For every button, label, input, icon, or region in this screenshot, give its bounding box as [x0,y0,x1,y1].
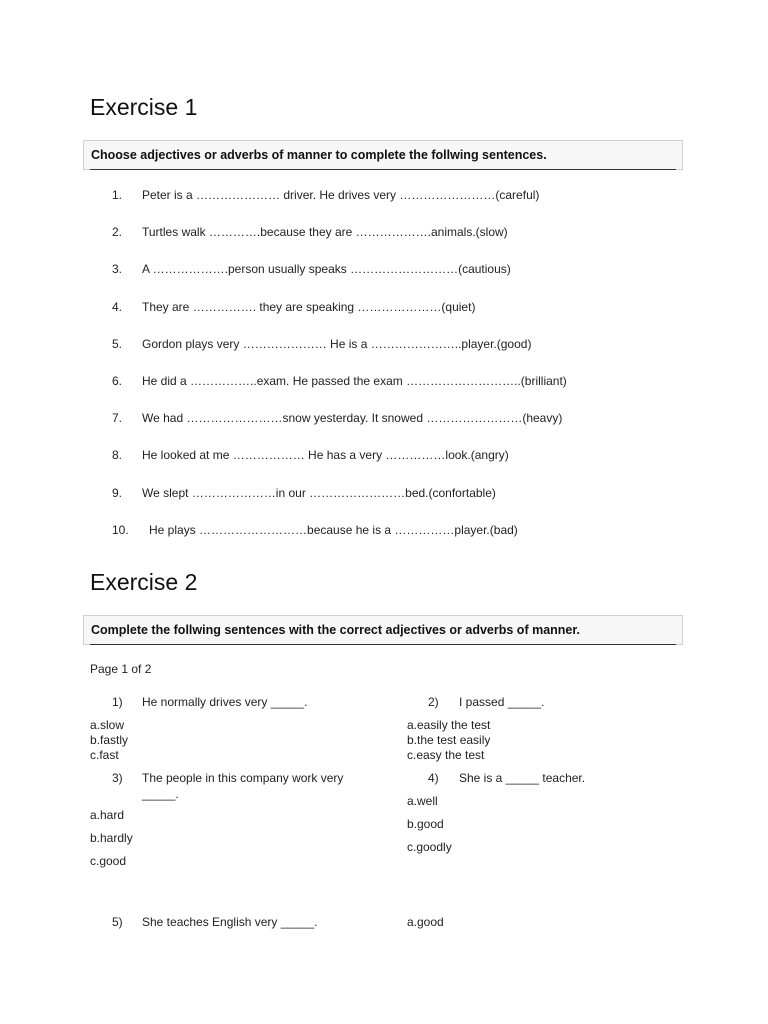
item-sentence: Gordon plays very ………………… He is a …………………..player.(good) [142,337,532,351]
question-number: 5) [112,915,123,929]
option: a.good [407,915,444,929]
item-sentence: He plays ………………………because he is a ……………player.(bad) [149,523,518,537]
item-number: 9. [112,486,123,500]
question-text: She teaches English very _____. [142,915,318,929]
item-number: 8. [112,448,123,462]
option: b.fastly [90,733,129,747]
question-text: He normally drives very _____. [142,695,308,709]
question-number: 3) [112,771,123,785]
item-sentence: He did a ……………..exam. He passed the exam ………………………..(brilliant) [142,374,567,388]
exercise-2-instruction-box [83,615,683,645]
option: b.good [407,817,444,831]
item-number: 6. [112,374,123,388]
option: a.slow [90,718,125,732]
item-sentence: A ……………….person usually speaks ………………………(cautious) [142,262,511,276]
question-text-continued: _____. [142,787,179,801]
question-number: 2) [428,695,439,709]
option: a.easily the test [407,718,491,732]
page-indicator: Page 1 of 2 [90,662,152,676]
item-sentence: Turtles walk ………….because they are ……………….animals.(slow) [142,225,508,239]
question-text: I passed _____. [459,695,545,709]
option: c.easy the test [407,748,485,762]
item-number: 7. [112,411,123,425]
option: b.the test easily [407,733,491,747]
exercise-1-title: Exercise 1 [90,94,198,120]
item-sentence: Peter is a ………………… driver. He drives very ……………………(careful) [142,188,540,202]
item-number: 1. [112,188,123,202]
item-sentence: We slept …………………in our ……………………bed.(confortable) [142,486,496,500]
question-text: The people in this company work very [142,771,344,785]
exercise-1-instruction: Choose adjectives or adverbs of manner to complete the follwing sentences. [91,148,547,162]
item-sentence: We had ……………………snow yesterday. It snowed ……………………(heavy) [142,411,563,425]
item-number: 3. [112,262,123,276]
exercise-2-title: Exercise 2 [90,569,198,595]
question-text: She is a _____ teacher. [459,771,586,785]
option: a.hard [90,808,125,822]
exercise-1-instruction-box [83,140,683,170]
item-number: 4. [112,300,123,314]
option: c.fast [90,748,119,762]
divider [90,644,676,645]
item-sentence: They are ……………. they are speaking …………………(quiet) [142,300,476,314]
item-number: 10. [112,523,129,537]
option: c.good [90,854,127,868]
option: c.goodly [407,840,452,854]
item-number: 2. [112,225,123,239]
option: a.well [407,794,438,808]
option: b.hardly [90,831,133,845]
question-number: 4) [428,771,439,785]
exercise-2-instruction: Complete the follwing sentences with the correct adjectives or adverbs of manner. [91,623,581,637]
question-number: 1) [112,695,123,709]
item-number: 5. [112,337,123,351]
item-sentence: He looked at me ……………… He has a very ……………look.(angry) [142,448,509,462]
divider [90,169,676,170]
